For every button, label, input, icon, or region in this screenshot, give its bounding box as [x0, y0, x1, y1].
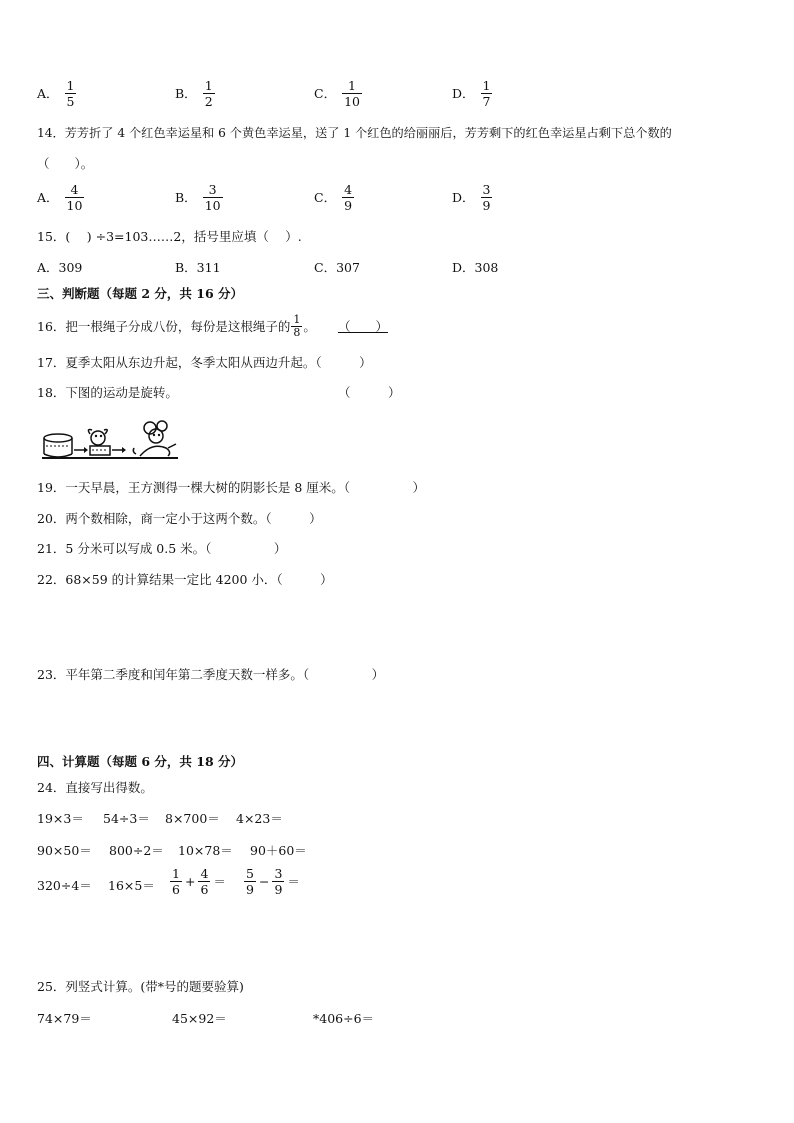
- fraction: $\frac{1}{6}$: [172, 866, 180, 897]
- q22-text: 22．68×59 的计算结果一定比 4200 小．（ ）: [37, 572, 333, 587]
- q14-option-b: B． $\frac{3}{10}$: [175, 182, 221, 213]
- q14-text-line2: （ ）。: [37, 156, 94, 171]
- calc-item: 74×79＝: [37, 1011, 92, 1026]
- q21-text: 21．5 分米可以写成 0.5 米。（ ）: [37, 541, 287, 556]
- option-label: D．: [452, 85, 475, 101]
- section-title: 三、判断题（每题 2 分，共 16 分）: [37, 286, 244, 301]
- answer-blank[interactable]: （ ）: [338, 385, 401, 400]
- q20-text: 20．两个数相除，商一定小于这两个数。（ ）: [37, 511, 322, 526]
- q14-text-line1: 14．芳芳折了 4 个红色幸运星和 6 个黄色幸运星，送了 1 个红色的给丽丽后，芳芳剩下的红色幸运星占剩下总个数的: [37, 126, 672, 140]
- q14-option-c: C． $\frac{4}{9}$: [314, 182, 353, 213]
- q15-option-b: B．311: [175, 260, 221, 275]
- fraction-expression: $\frac{1}{6}$ + $\frac{4}{6}$ ＝: [172, 866, 226, 897]
- q15-text: 15．( ) ÷3=103……2，括号里应填（ ）.: [37, 229, 302, 244]
- q13-option-c: [314, 78, 362, 109]
- answer-blank[interactable]: （ ）: [337, 318, 388, 334]
- q17-text: 17．夏季太阳从东边升起，冬季太阳从西边升起。（ ）: [37, 355, 372, 370]
- rotation-illustration: [40, 414, 180, 464]
- fraction: $\frac{1}{10}$: [344, 78, 360, 109]
- section-title: 四、计算题（每题 6 分，共 18 分）: [37, 754, 244, 769]
- fraction: $\frac{4}{6}$: [200, 866, 209, 897]
- q19-text: 19．一天早晨，王方测得一棵大树的阴影长是 8 厘米。（ ）: [37, 480, 426, 495]
- calc-item: 800÷2＝: [109, 843, 164, 858]
- calc-item: 45×92＝: [172, 1011, 227, 1026]
- calc-item: 90＋60＝: [250, 843, 307, 858]
- calc-item: *406÷6＝: [313, 1011, 375, 1026]
- q23-text: 23．平年第二季度和闰年第二季度天数一样多。（ ）: [37, 667, 385, 682]
- fraction: $\frac{1}{8}$: [293, 313, 301, 339]
- q16: 16．把一根绳子分成八份，每份是这根绳子的 $\frac{1}{8}$ 。 （ ）: [37, 313, 388, 339]
- option-label: A．: [37, 85, 59, 101]
- fraction: $\frac{3}{9}$: [274, 866, 283, 897]
- calc-item: 19×3＝: [37, 811, 84, 826]
- fraction: $\frac{4}{9}$: [344, 182, 353, 213]
- q25-title: 25．列竖式计算。(带*号的题要验算): [37, 979, 244, 994]
- motion-drawing-icon: [40, 414, 180, 464]
- fraction: $\frac{5}{9}$: [246, 866, 254, 897]
- calc-item: 8×700＝: [165, 811, 220, 826]
- calc-item: 10×78＝: [178, 843, 233, 858]
- fraction: $\frac{3}{10}$: [204, 182, 221, 213]
- q13-option-d: [452, 78, 492, 109]
- option-label: C．: [314, 85, 337, 101]
- calc-item: 16×5＝: [108, 878, 155, 893]
- q15-option-c: C．307: [314, 260, 360, 275]
- fraction: $\frac{4}{10}$: [66, 182, 83, 213]
- q14-option-a: A． $\frac{4}{10}$: [37, 182, 83, 213]
- fraction-expression: $\frac{5}{9}$ − $\frac{3}{9}$ ＝: [246, 866, 300, 897]
- calc-item: 320÷4＝: [37, 878, 92, 893]
- calc-item: 90×50＝: [37, 843, 92, 858]
- fraction: $\frac{1}{5}$: [66, 78, 75, 109]
- fraction: $\frac{1}{7}$: [482, 78, 491, 109]
- q14-option-d: D． $\frac{3}{9}$: [452, 182, 491, 213]
- calc-item: 54÷3＝: [103, 811, 150, 826]
- fraction: $\frac{1}{2}$: [204, 78, 213, 109]
- q16-text: 16．把一根绳子分成八份，每份是这根绳子的: [37, 318, 291, 334]
- q13-option-a: [37, 78, 76, 109]
- fraction: $\frac{3}{9}$: [482, 182, 491, 213]
- q18-text: 18．下图的运动是旋转。: [37, 385, 178, 400]
- q13-option-b: [175, 78, 215, 109]
- q24-title: 24．直接写出得数。: [37, 780, 153, 795]
- q15-option-a: A．309: [37, 260, 83, 275]
- q15-option-d: D．308: [452, 260, 499, 275]
- option-label: B．: [175, 85, 197, 101]
- calc-item: 4×23＝: [236, 811, 283, 826]
